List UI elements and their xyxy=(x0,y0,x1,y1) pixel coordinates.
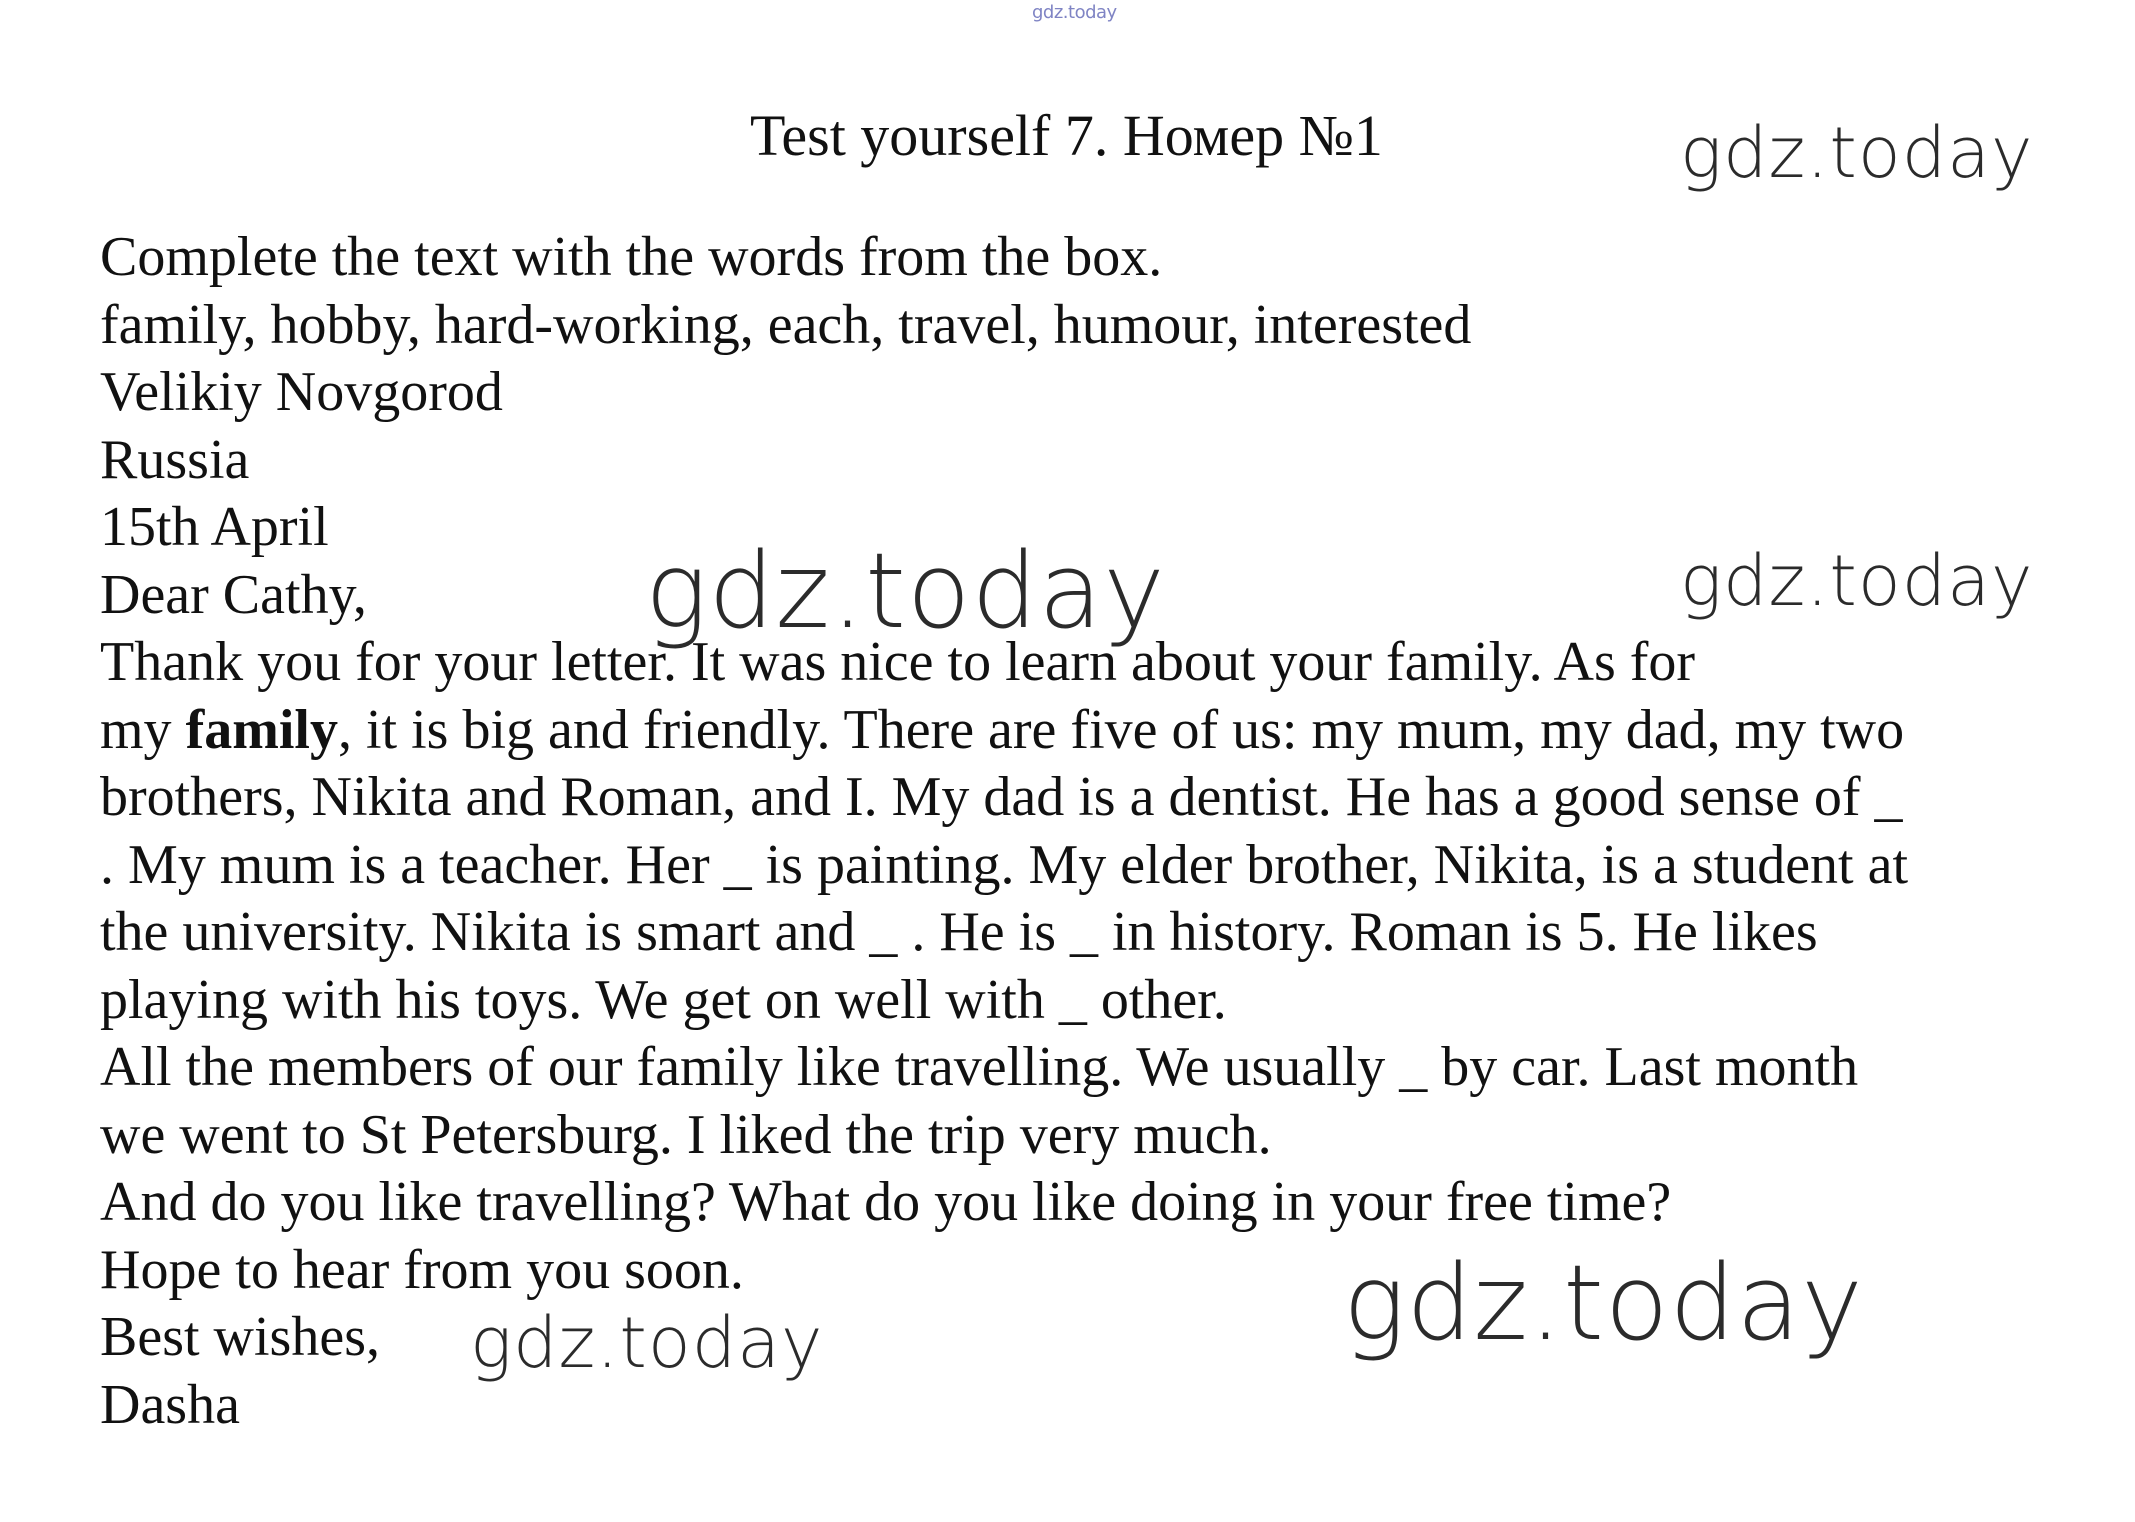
watermark: gdz.today xyxy=(470,1302,824,1384)
address-country: Russia xyxy=(100,428,250,491)
filled-answer: family xyxy=(185,698,338,761)
watermark: gdz.today xyxy=(1343,1242,1864,1364)
letter-date: 15th April xyxy=(100,496,329,558)
paragraph-3: And do you like travelling? What do you like doing in your free time? xyxy=(100,1171,1672,1233)
exercise-body xyxy=(100,224,2070,1439)
watermark: gdz.today xyxy=(1680,540,2034,622)
greeting: Dear Cathy, xyxy=(100,563,367,626)
watermark: gdz.today xyxy=(645,530,1166,652)
closing-line: Best wishes, xyxy=(100,1306,380,1368)
watermark: gdz.today xyxy=(1680,112,2034,194)
paragraph-1-line: the university. Nikita is smart and _ . He is _ in history. Roman is 5. He likes xyxy=(100,901,1818,963)
paragraph-1-line: . My mum is a teacher. Her _ is painting. My elder brother, Nikita, is a student at xyxy=(100,833,1909,896)
page-title: Test yourself 7. Номер №1 xyxy=(750,103,1383,168)
signature: Dasha xyxy=(100,1373,240,1436)
paragraph-1-line: playing with his toys. We get on well with _ other. xyxy=(100,968,1227,1031)
address-city: Velikiy Novgorod xyxy=(100,361,503,423)
closing-line: Hope to hear from you soon. xyxy=(100,1238,744,1301)
top-watermark-link: gdz.today xyxy=(1032,2,1117,23)
text-span: my xyxy=(100,698,186,761)
instruction: Complete the text with the words from the box. xyxy=(100,226,1163,288)
paragraph-1-line: Thank you for your letter. It was nice to learn about your family. As for xyxy=(100,631,1696,693)
word-box: family, hobby, hard-working, each, travel, humour, interested xyxy=(100,293,1472,356)
paragraph-2-line: All the members of our family like travelling. We usually _ by car. Last month xyxy=(100,1036,1859,1098)
paragraph-1-line: brothers, Nikita and Roman, and I. My dad is a dentist. He has a good sense of _ xyxy=(100,766,1903,828)
paragraph-2-line: we went to St Petersburg. I liked the trip very much. xyxy=(100,1103,1272,1166)
text-span: , it is big and friendly. There are five of us: my mum, my dad, my two xyxy=(337,698,1905,761)
paragraph-1-line xyxy=(100,697,2070,765)
